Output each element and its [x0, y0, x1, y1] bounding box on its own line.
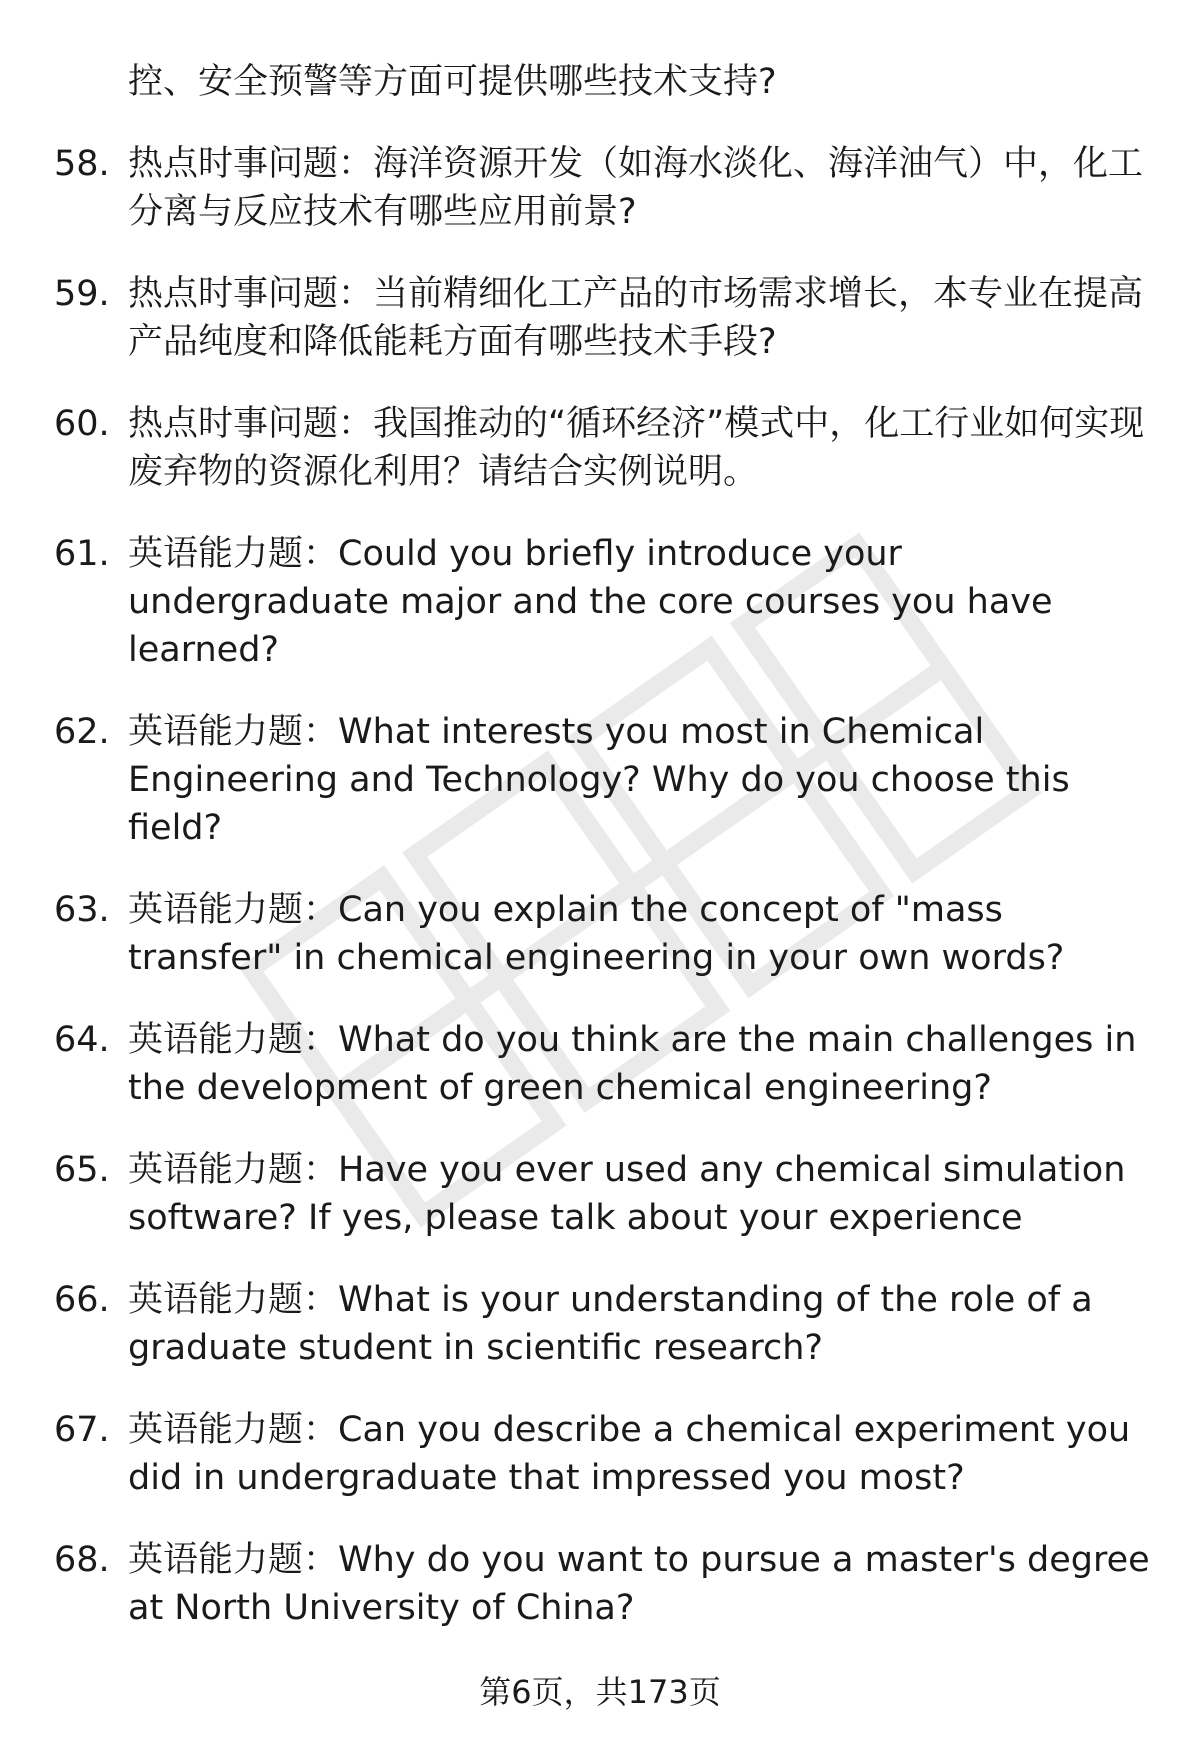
list-item-text: 控、安全预警等方面可提供哪些技术支持?	[128, 62, 777, 102]
list-item-number: 65.	[54, 1150, 110, 1190]
list-item-number: 61.	[54, 534, 110, 574]
list-item-text: 英语能力题：What do you think are the main challenges in the development of green chemical engineering?	[128, 1020, 1137, 1108]
list-item-text: 英语能力题：What interests you most in Chemical Engineering and Technology? Why do you choose this field?	[128, 712, 1070, 848]
list-item-number: 68.	[54, 1540, 110, 1580]
document-body	[54, 58, 1154, 1666]
list-item-text: 英语能力题：Could you briefly introduce your undergraduate major and the core courses you have learned?	[128, 534, 1053, 670]
list-item-number: 66.	[54, 1280, 110, 1320]
list-item-text: 热点时事问题：当前精细化工产品的市场需求增长，本专业在提高产品纯度和降低能耗方面有哪些技术手段?	[128, 274, 1144, 362]
list-item-text: 英语能力题：What is your understanding of the role of a graduate student in scientific research?	[128, 1280, 1093, 1368]
list-item-number: 60.	[54, 404, 110, 444]
list-item	[54, 708, 1154, 852]
list-item	[54, 1536, 1154, 1632]
list-item	[54, 1016, 1154, 1112]
list-item-text: 英语能力题：Why do you want to pursue a master's degree at North University of China?	[128, 1540, 1150, 1628]
list-item-number: 58.	[54, 144, 110, 184]
list-item-text: 英语能力题：Can you explain the concept of "mass transfer" in chemical engineering in your own words?	[128, 890, 1065, 978]
list-item	[54, 270, 1154, 366]
list-item-continuation	[54, 58, 1154, 106]
list-item	[54, 140, 1154, 236]
list-item-text: 热点时事问题：我国推动的“循环经济”模式中，化工行业如何实现废弃物的资源化利用？请结合实例说明。	[128, 404, 1145, 492]
list-item-text: 英语能力题：Have you ever used any chemical simulation software? If yes, please talk about your experience	[128, 1150, 1126, 1238]
list-item-number: 62.	[54, 712, 110, 752]
page-footer: 第6页，共173页	[479, 1673, 721, 1711]
list-item	[54, 1146, 1154, 1242]
list-item	[54, 886, 1154, 982]
list-item	[54, 400, 1154, 496]
list-item-text: 热点时事问题：海洋资源开发（如海水淡化、海洋油气）中，化工分离与反应技术有哪些应用前景?	[128, 144, 1144, 232]
list-item-number: 59.	[54, 274, 110, 314]
list-item	[54, 1276, 1154, 1372]
list-item-number: 63.	[54, 890, 110, 930]
list-item-text: 英语能力题：Can you describe a chemical experiment you did in undergraduate that impressed you most?	[128, 1410, 1131, 1498]
list-item-number: 67.	[54, 1410, 110, 1450]
list-item	[54, 530, 1154, 674]
list-item-number: 64.	[54, 1020, 110, 1060]
list-item	[54, 1406, 1154, 1502]
